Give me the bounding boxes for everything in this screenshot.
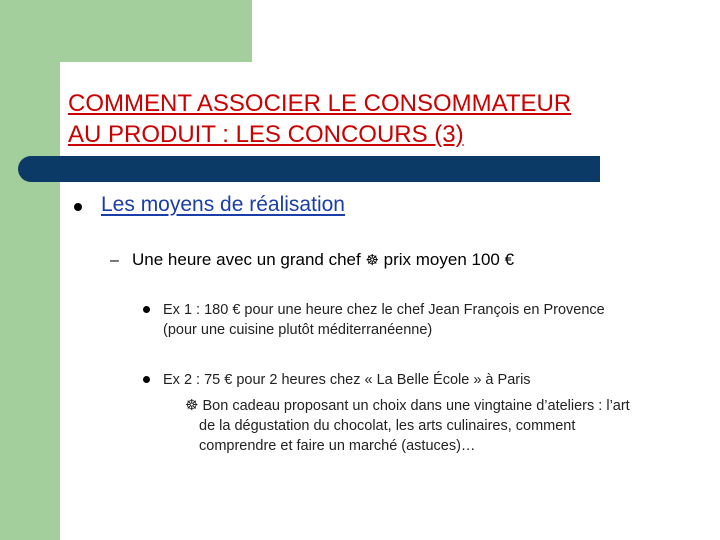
green-side-band [0, 0, 60, 540]
green-top-band [0, 0, 252, 62]
level1-heading: Les moyens de réalisation [101, 193, 345, 216]
gear-icon: ☸ [365, 252, 379, 269]
bullet-dot-icon [143, 306, 150, 313]
example-2-line-1: Ex 2 : 75 € pour 2 heures chez « La Belle École » à Paris [163, 372, 531, 388]
example-1-line-1: Ex 1 : 180 € pour une heure chez le chef Jean François en Provence [163, 302, 605, 318]
title-divider-bar [18, 156, 600, 182]
slide-title-line-1: COMMENT ASSOCIER LE CONSOMMATEUR [68, 90, 572, 117]
slide-title-line-2: AU PRODUIT : LES CONCOURS (3) [68, 121, 464, 148]
gear-icon: ☸ [185, 397, 199, 414]
level2-text-before: Une heure avec un grand chef [132, 250, 361, 269]
example-1-line-2: (pour une cuisine plutôt méditerranéenne) [163, 322, 433, 338]
example-2-gift-line [185, 396, 630, 416]
example-2-cont-line-2: comprendre et faire un marché (astuces)… [199, 438, 476, 454]
example-2-cont-line-1: de la dégustation du chocolat, les arts culinaires, comment [199, 418, 576, 434]
example-2-gift-text: Bon cadeau proposant un choix dans une vingtaine d’ateliers : l’art [202, 398, 630, 414]
level2-text-after: prix moyen 100 € [383, 250, 515, 269]
bullet-dot-icon [74, 203, 82, 211]
level2-item [132, 250, 514, 270]
bullet-dot-icon [143, 376, 150, 383]
slide-title [68, 88, 688, 150]
dash-bullet-icon: – [110, 252, 119, 269]
